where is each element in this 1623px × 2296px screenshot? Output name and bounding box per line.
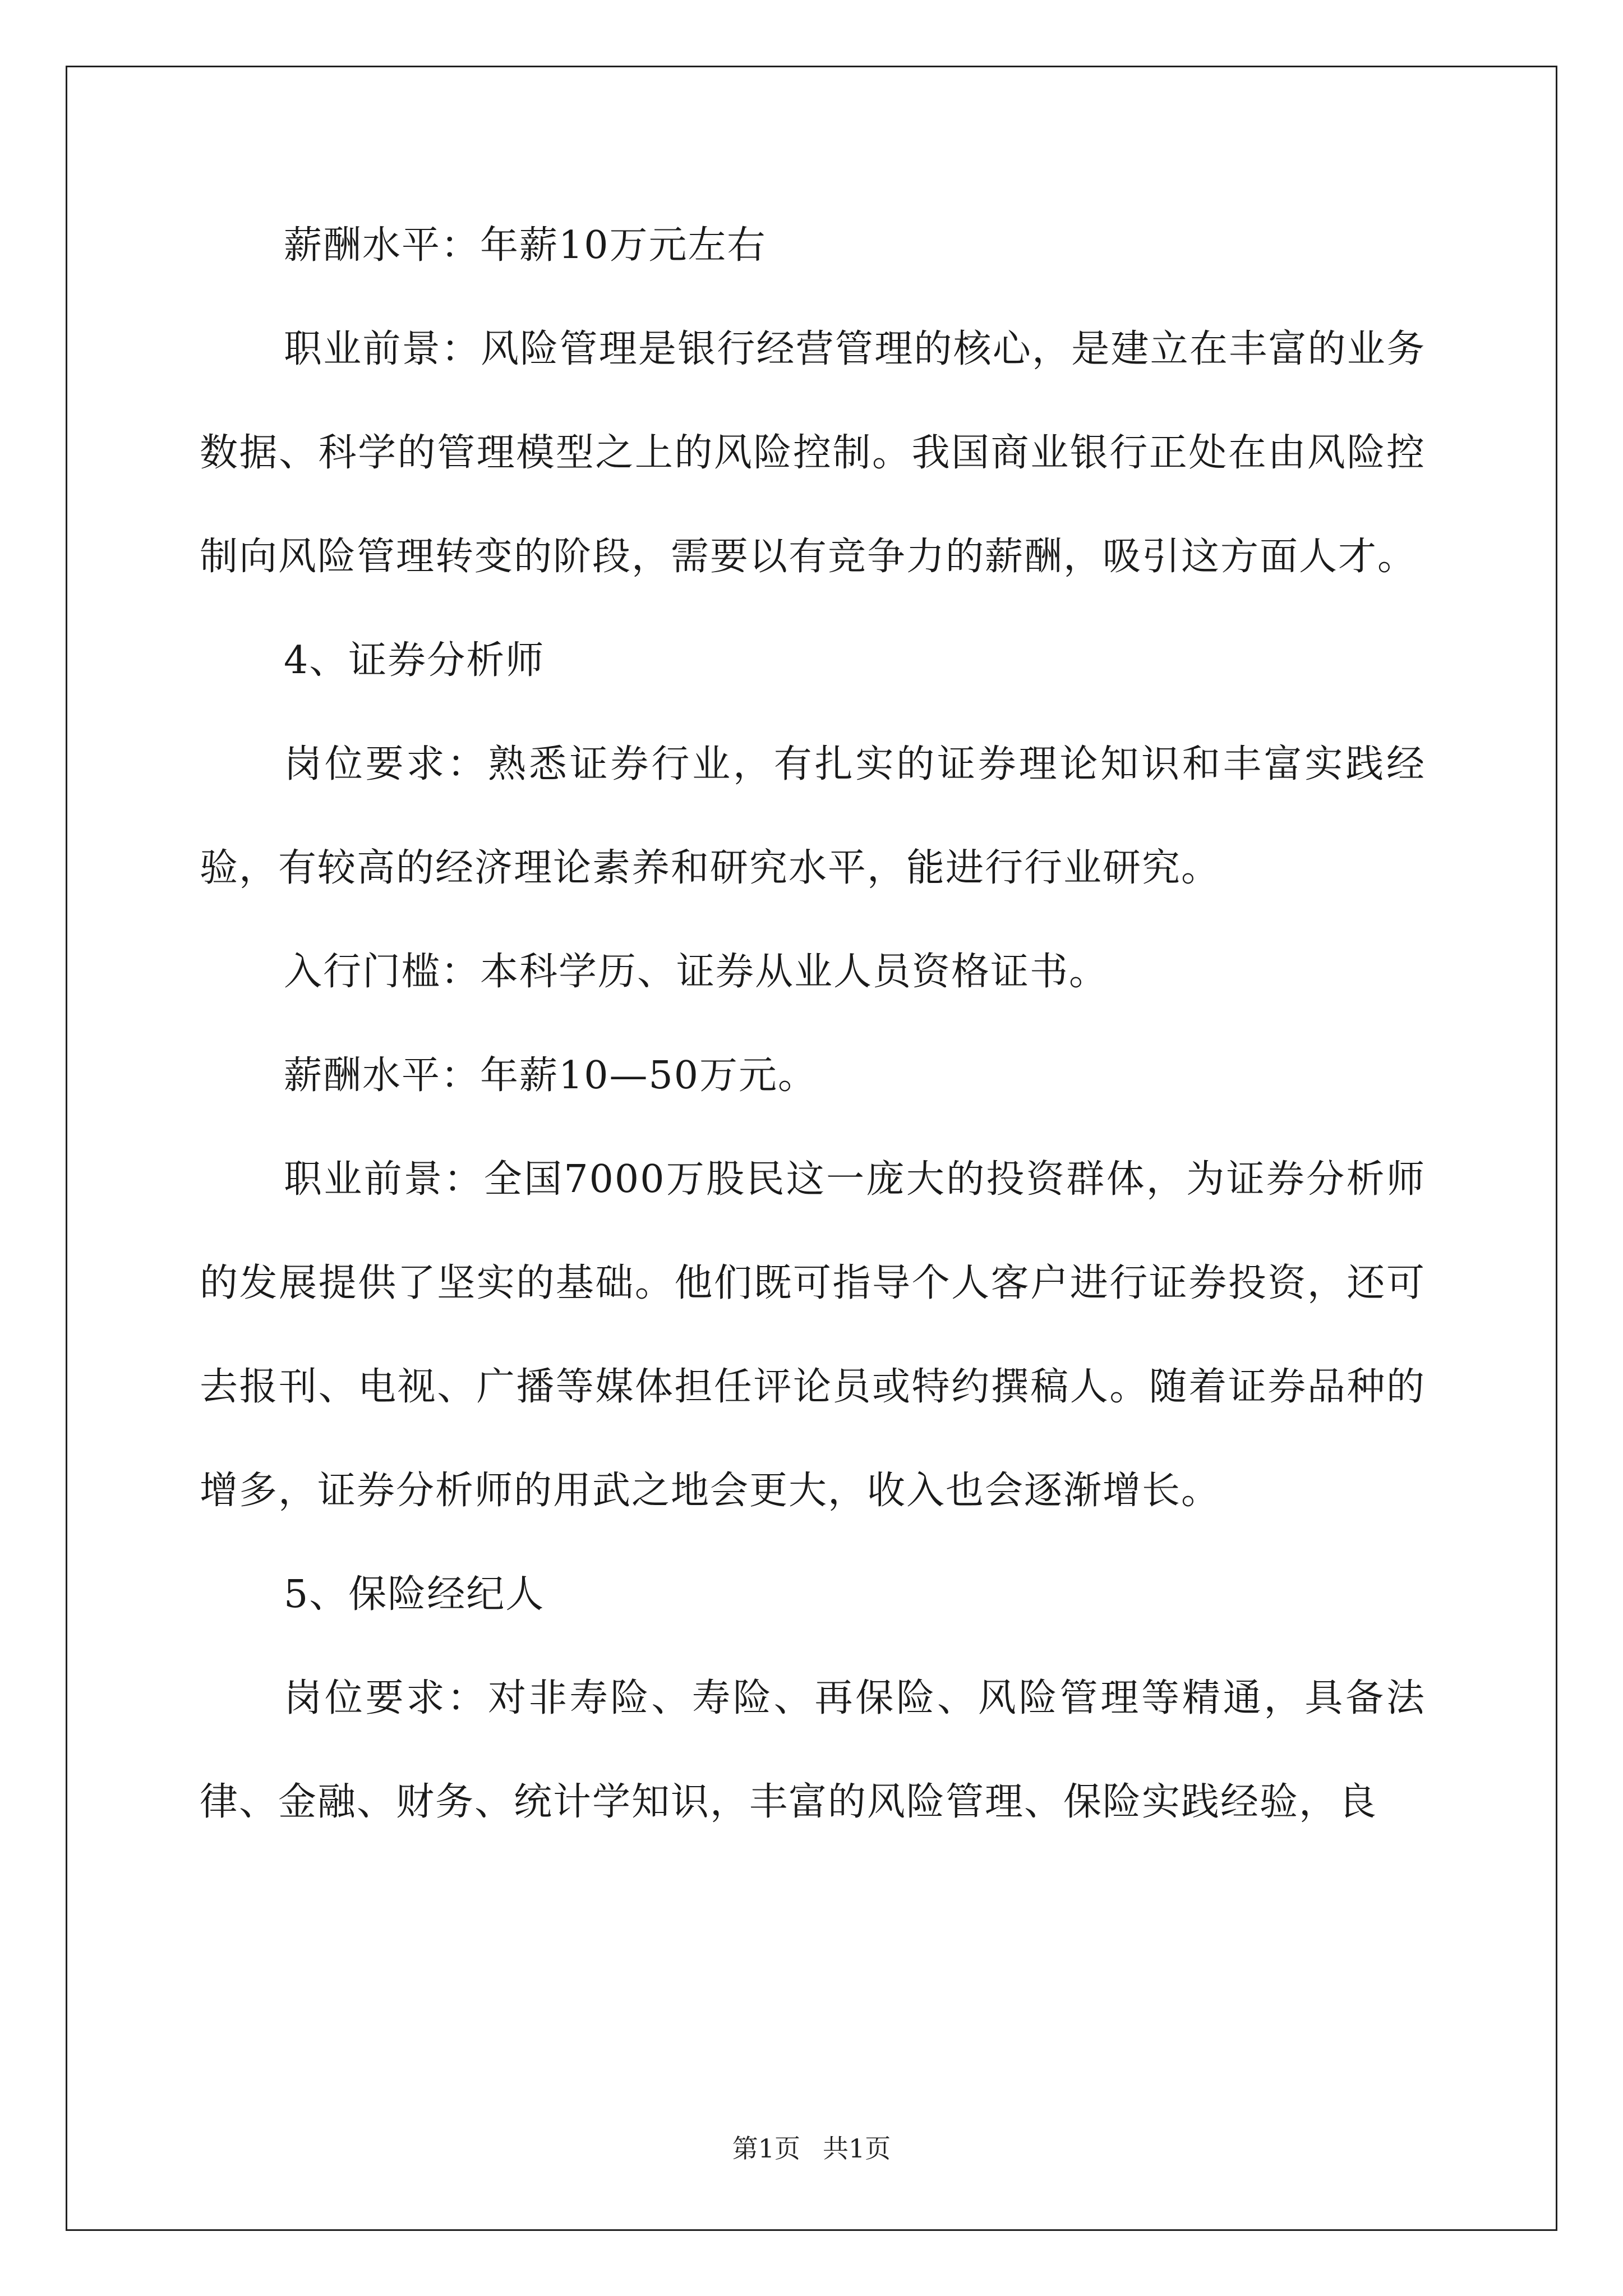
paragraph-career-prospect-1: 职业前景：风险管理是银行经营管理的核心，是建立在丰富的业务数据、科学的管理模型之上的风险控制。我国商业银行正处在由风险控制向风险管理转变的阶段，需要以有竞争力的薪酬，吸引这方面人才。 [200, 327, 1426, 579]
page-footer [0, 2132, 1623, 2165]
paragraph-career-prospect-2: 职业前景：全国7000万股民这一庞大的投资群体，为证券分析师的发展提供了坚实的基础。他们既可指导个人客户进行证券投资，还可去报刊、电视、广播等媒体担任评论员或特约撰稿人。随着证券品种的增多，证券分析师的用武之地会更大，收入也会逐渐增长。 [200, 1157, 1426, 1513]
paragraph-salary-level-1: 薪酬水平：年薪10万元左右 [284, 223, 767, 268]
page-total: 共1页 [823, 2133, 891, 2164]
heading-insurance-broker: 5、保险经纪人 [284, 1572, 545, 1617]
page-number: 第1页 [732, 2133, 800, 2164]
paragraph-job-requirements-2: 岗位要求：对非寿险、寿险、再保险、风险管理等精通，具备法律、金融、财务、统计学知识，丰富的风险管理、保险实践经验，良 [200, 1676, 1426, 1824]
heading-securities-analyst: 4、证券分析师 [284, 638, 545, 683]
paragraph-job-requirements-1: 岗位要求：熟悉证券行业，有扎实的证券理论知识和丰富实践经验，有较高的经济理论素养和研究水平，能进行行业研究。 [200, 742, 1426, 890]
paragraph-salary-level-2: 薪酬水平：年薪10—50万元。 [284, 1053, 818, 1098]
document-body [200, 194, 1426, 1854]
paragraph-entry-threshold: 入行门槛：本科学历、证券从业人员资格证书。 [284, 950, 1109, 994]
